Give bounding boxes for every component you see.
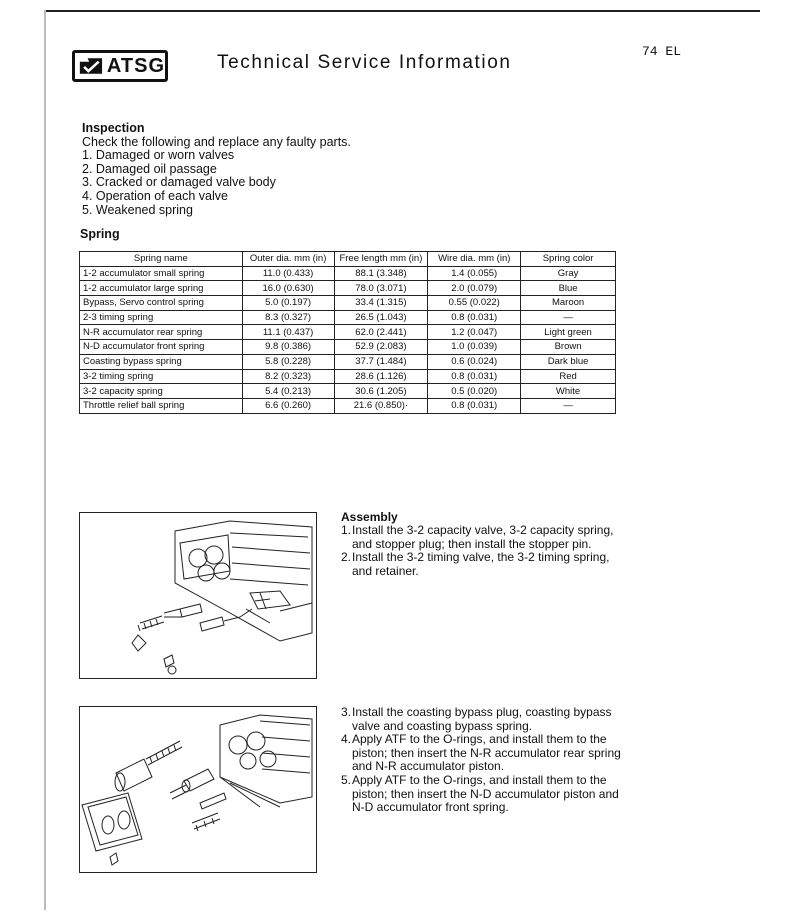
- table-cell: 33.4 (1.315): [334, 296, 428, 311]
- table-cell: 11.0 (0.433): [242, 266, 334, 281]
- table-cell: Light green: [521, 325, 616, 340]
- page-title: Technical Service Information: [217, 52, 512, 73]
- step-number: 3.: [341, 705, 352, 719]
- table-cell: 26.5 (1.043): [334, 310, 428, 325]
- table-cell: 6.6 (0.260): [242, 398, 334, 413]
- table-cell: White: [521, 384, 616, 399]
- step-text: Apply ATF to the O-rings, and install them to the piston; then insert the N-R accumulator rear spring and N-R accumulator piston.: [352, 732, 621, 774]
- table-cell: Blue: [521, 281, 616, 296]
- table-row: [80, 354, 616, 369]
- spring-spec-table: [79, 251, 616, 414]
- assembly-step: [341, 524, 621, 551]
- table-cell: 2.0 (0.079): [428, 281, 521, 296]
- table-cell: 0.8 (0.031): [428, 310, 521, 325]
- binding-edge: [44, 10, 46, 910]
- inspection-item: 1. Damaged or worn valves: [82, 148, 235, 163]
- logo-text: ATSG: [106, 54, 165, 77]
- table-cell: 5.8 (0.228): [242, 354, 334, 369]
- table-cell: 1-2 accumulator small spring: [80, 266, 243, 281]
- table-row: [80, 310, 616, 325]
- table-cell: 1.2 (0.047): [428, 325, 521, 340]
- table-cell: 5.0 (0.197): [242, 296, 334, 311]
- table-row: [80, 340, 616, 355]
- table-row: [80, 384, 616, 399]
- assembly-step: [341, 706, 621, 733]
- column-header: Free length mm (in): [334, 252, 428, 267]
- table-cell: Coasting bypass spring: [80, 354, 243, 369]
- assembly-figure-3-2-valves: [79, 512, 317, 679]
- table-cell: N-D accumulator front spring: [80, 340, 243, 355]
- spring-heading: Spring: [80, 227, 120, 241]
- inspection-item: 4. Operation of each valve: [82, 188, 228, 203]
- table-cell: 16.0 (0.630): [242, 281, 334, 296]
- table-cell: 0.6 (0.024): [428, 354, 521, 369]
- step-text: Install the 3-2 capacity valve, 3-2 capacity spring, and stopper plug; then install the stopper pin.: [352, 523, 614, 551]
- table-cell: 0.55 (0.022): [428, 296, 521, 311]
- table-cell: 52.9 (2.083): [334, 340, 428, 355]
- assembly-heading: Assembly: [341, 510, 398, 524]
- table-cell: 8.2 (0.323): [242, 369, 334, 384]
- assembly-figure-accumulators: [79, 706, 317, 873]
- step-number: 5.: [341, 772, 352, 787]
- table-cell: 5.4 (0.213): [242, 384, 334, 399]
- page-number: 74 EL: [642, 44, 682, 59]
- table-cell: 0.8 (0.031): [428, 369, 521, 384]
- table-row: [80, 325, 616, 340]
- step-number: 2.: [341, 550, 352, 565]
- table-cell: Gray: [521, 266, 616, 281]
- assembly-step: [341, 733, 621, 774]
- checkmark-logo-icon: [79, 55, 103, 77]
- top-rule: [44, 10, 760, 12]
- assembly-steps-first: [341, 524, 621, 578]
- step-number: 4.: [341, 732, 352, 747]
- table-row: [80, 266, 616, 281]
- table-cell: 30.6 (1.205): [334, 384, 428, 399]
- table-cell: Dark blue: [521, 354, 616, 369]
- table-cell: 1-2 accumulator large spring: [80, 281, 243, 296]
- table-cell: 1.0 (0.039): [428, 340, 521, 355]
- inspection-section: [82, 122, 351, 217]
- table-row: [80, 369, 616, 384]
- table-cell: —: [521, 398, 616, 413]
- table-cell: 88.1 (3.348): [334, 266, 428, 281]
- column-header: Wire dia. mm (in): [428, 252, 521, 267]
- step-text: Install the coasting bypass plug, coasting bypass valve and coasting bypass spring.: [352, 705, 612, 733]
- atsg-logo: [72, 50, 168, 82]
- table-cell: 62.0 (2.441): [334, 325, 428, 340]
- inspection-item: 3. Cracked or damaged valve body: [82, 175, 276, 190]
- table-cell: 3-2 timing spring: [80, 369, 243, 384]
- column-header: Outer dia. mm (in): [242, 252, 334, 267]
- table-cell: Brown: [521, 340, 616, 355]
- table-cell: 0.8 (0.031): [428, 398, 521, 413]
- table-cell: 37.7 (1.484): [334, 354, 428, 369]
- table-row: [80, 398, 616, 413]
- table-cell: Throttle relief ball spring: [80, 398, 243, 413]
- table-cell: 78.0 (3.071): [334, 281, 428, 296]
- column-header: Spring name: [80, 252, 243, 267]
- table-cell: Red: [521, 369, 616, 384]
- assembly-step: [341, 551, 621, 578]
- inspection-item: 2. Damaged oil passage: [82, 161, 217, 176]
- table-cell: N-R accumulator rear spring: [80, 325, 243, 340]
- inspection-heading: Inspection: [82, 121, 145, 135]
- step-text: Install the 3-2 timing valve, the 3-2 timing spring, and retainer.: [352, 550, 610, 578]
- assembly-steps-second: [341, 706, 621, 815]
- step-number: 1.: [341, 523, 352, 537]
- assembly-step: [341, 774, 621, 815]
- table-header-row: [80, 252, 616, 267]
- table-cell: Bypass, Servo control spring: [80, 296, 243, 311]
- table-cell: Maroon: [521, 296, 616, 311]
- table-cell: 21.6 (0.850)·: [334, 398, 428, 413]
- table-cell: —: [521, 310, 616, 325]
- table-row: [80, 281, 616, 296]
- table-cell: 1.4 (0.055): [428, 266, 521, 281]
- table-cell: 11.1 (0.437): [242, 325, 334, 340]
- inspection-intro: Check the following and replace any faulty parts.: [82, 134, 351, 149]
- inspection-item: 5. Weakened spring: [82, 202, 193, 217]
- column-header: Spring color: [521, 252, 616, 267]
- table-cell: 0.5 (0.020): [428, 384, 521, 399]
- table-cell: 2-3 timing spring: [80, 310, 243, 325]
- step-text: Apply ATF to the O-rings, and install them to the piston; then insert the N-D accumulator piston and N-D accumulator front spring.: [352, 772, 619, 815]
- table-cell: 3-2 capacity spring: [80, 384, 243, 399]
- table-cell: 8.3 (0.327): [242, 310, 334, 325]
- table-cell: 9.8 (0.386): [242, 340, 334, 355]
- table-row: [80, 296, 616, 311]
- table-cell: 28.6 (1.126): [334, 369, 428, 384]
